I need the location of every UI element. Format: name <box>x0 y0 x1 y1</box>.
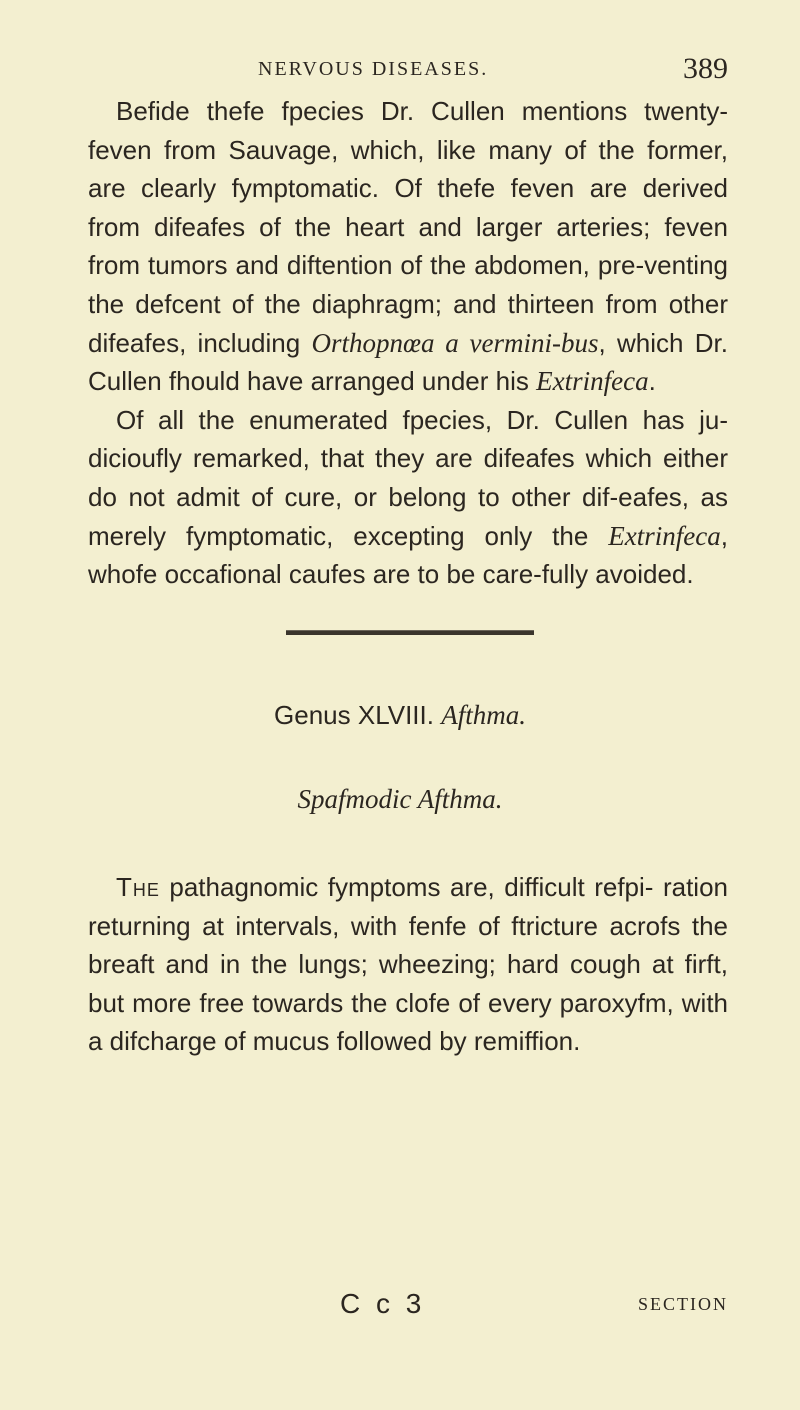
signature-mark: C c 3 <box>340 1288 426 1319</box>
genus-name: Afthma. <box>441 700 526 730</box>
section-divider-rule <box>286 630 534 635</box>
species-subtitle: Spafmodic Afthma. <box>297 784 503 814</box>
catchword: SECTION <box>638 1294 728 1314</box>
text-block-lower <box>88 868 728 1061</box>
small-caps-opening: The <box>116 872 160 902</box>
italic-term-cont: bus <box>561 327 599 358</box>
genus-heading <box>0 700 800 731</box>
paragraph-species-list: Befide thefe fpecies Dr. Cullen mentions twenty- feven from Sauvage, which, like many of the former, are clearly fymptomatic. Of thefe feven are derived from difeafes of the heart and larger arteries; feven from tumors and diftention of the abdomen, pre-venting the defcent of the diaphragm; and thirteen from other difeafes, including Orthopnœa a vermini-bus, which Dr. Cullen fhould have arranged under his Extrinfeca. <box>88 96 728 397</box>
italic-term: Orthopnœa a vermini- <box>311 327 562 358</box>
page-number: 389 <box>683 52 728 85</box>
page-header <box>88 52 728 92</box>
genus-label: Genus XLVIII. <box>274 700 434 730</box>
paragraph-symptoms: The pathagnomic fymptoms are, difficult refpi- ration returning at intervals, with fenfe of ftricture acrofs the breaft and in the lungs; wheezing; hard cough at firft, but more free towards the clofe of every paroxyfm, with a difcharge of mucus followed by remiffion. <box>88 872 729 1057</box>
italic-term-extrinfeca: Extrinfeca <box>536 366 649 397</box>
italic-term-extrinfeca-2: Extrinfeca <box>608 520 721 551</box>
page-footer <box>0 1288 800 1328</box>
paragraph-cullen-remark: Of all the enumerated fpecies, Dr. Cullen has ju-dicioufly remarked, that they are difeafes which either do not admit of cure, or belong to other dif-eafes, as merely fymptomatic, excepting only the Extrinfeca, whofe occafional caufes are to be care-fully avoided. <box>88 404 729 590</box>
text-block-upper <box>88 92 728 594</box>
running-title: NERVOUS DISEASES. <box>258 58 489 80</box>
